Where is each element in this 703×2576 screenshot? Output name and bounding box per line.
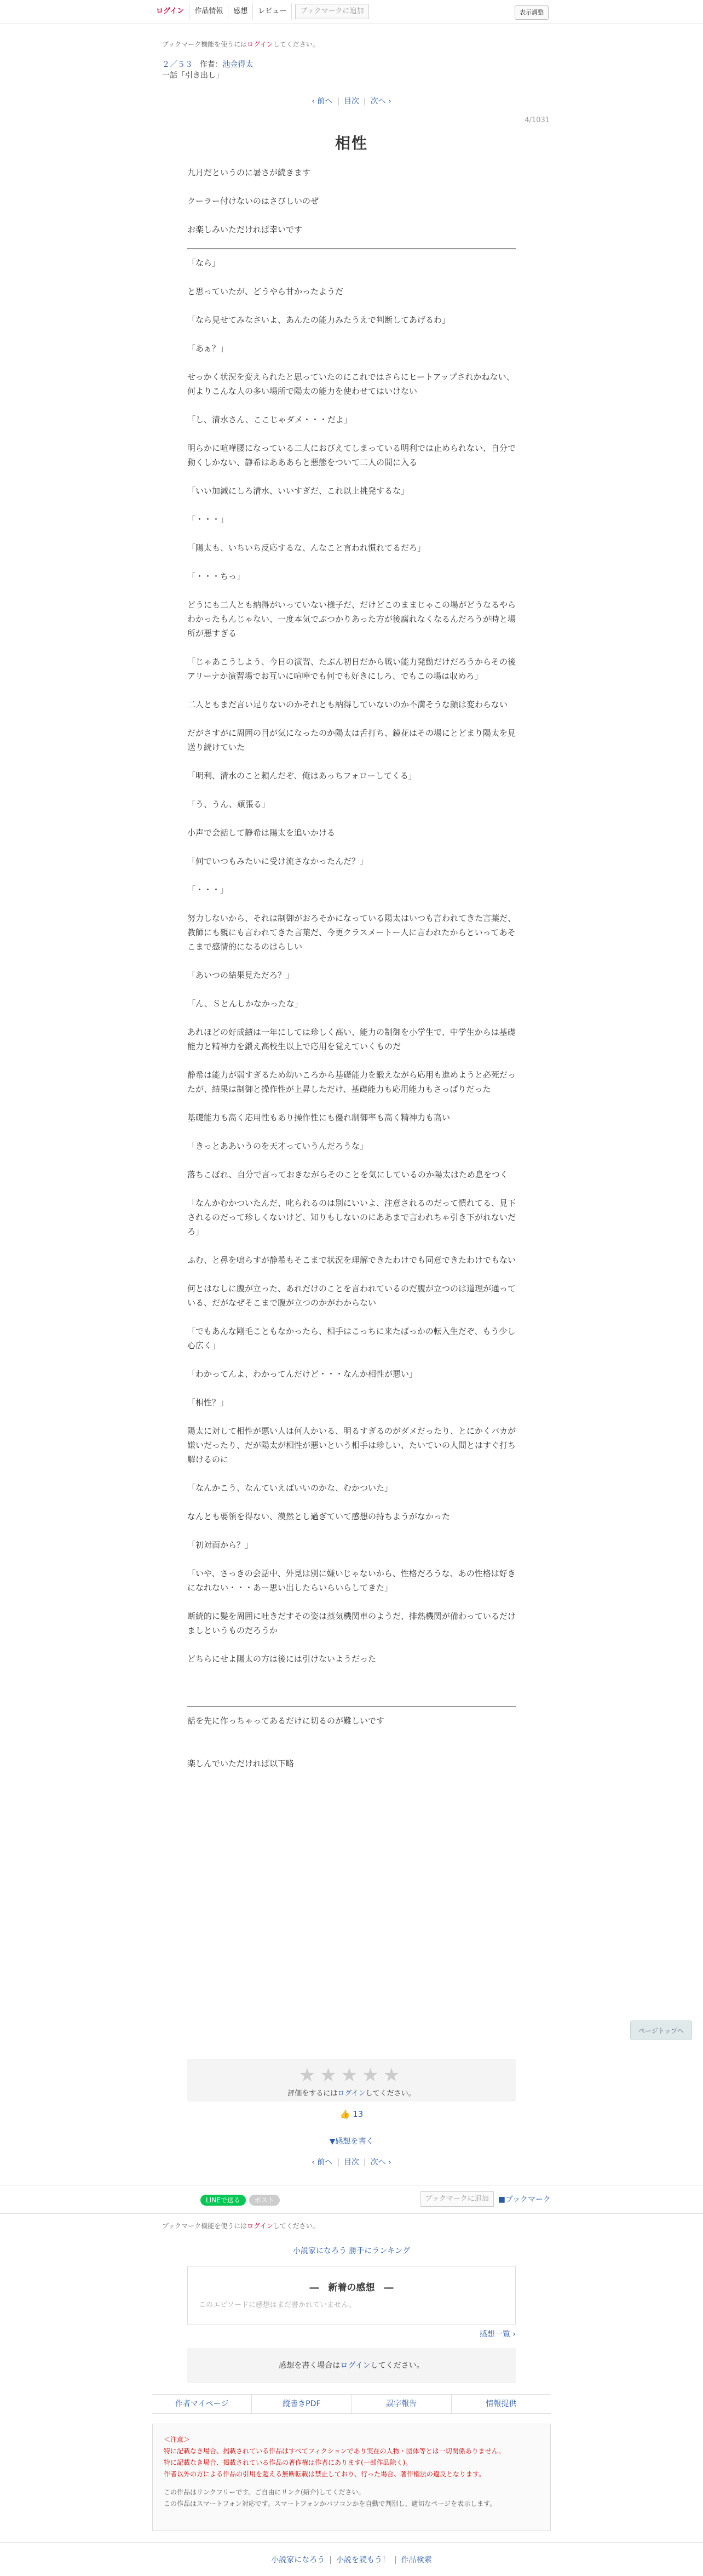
blank-line [187,868,516,883]
novel-paragraph: 「初対面から？」 [187,1540,253,1550]
blank-line [187,1054,516,1068]
line-share-button[interactable]: LINEで送る [200,2195,246,2206]
blank-line [187,270,516,284]
site-home-link[interactable]: 小説家になろう [271,2556,325,2564]
blank-line [187,954,516,968]
info-provide-link[interactable]: 情報提供 [486,2400,517,2408]
login-link[interactable]: ログイン [151,3,189,20]
bookmark-notice: ブックマーク機能を使うにはログインしてください。 [162,41,319,48]
blank-line [187,398,516,413]
blank-line [187,1680,516,1695]
caution-title: ＜注意＞ [164,2436,191,2443]
bookmark-notice-login-link-bottom[interactable]: ログイン [247,2222,273,2230]
footer-links [152,2394,551,2414]
typo-report-link[interactable]: 誤字報告 [352,2395,452,2413]
toc-link-bottom[interactable]: 目次 [344,2158,359,2167]
caution-line: この作品はリンクフリーです。ご自由にリンク(紹介)してください。 [164,2488,365,2496]
novel-paragraph: 「きっとああいうのを天才っていうんだろうな」 [187,1141,368,1151]
rating-login-link[interactable]: ログイン [337,2090,366,2098]
blank-line [187,811,516,826]
bookmark-row [420,2191,551,2207]
novel-paragraph: あれほどの好成績は一年にしては珍しく高い、能力の制御を小学生で、中学生からは基礎能力と精神力を鍛え高校生以上で応用を覚えていくものだ [187,1027,516,1051]
blank-line [187,1410,516,1424]
novel-paragraph: 基礎能力も高く応用性もあり操作性にも優れ制御率も高く精神力も高い [187,1113,451,1123]
blank-line [187,327,516,341]
novel-paragraph: だがさすがに周囲の目が気になったのか陽太は舌打ち、鏡花はその場にとどまり陽太を見送り続けていた [187,728,516,752]
blank-line [187,555,516,569]
blank-line [187,1096,516,1110]
blank-line [187,783,516,797]
episode-header [162,59,253,81]
rating-message: 評価をするにはログインしてください。 [287,2090,416,2098]
novel-paragraph: 「あぁ？」 [187,344,228,353]
novel-paragraph: せっかく状況を変えられたと思っていたのにこれではさらにヒートアップされかねない、何よりこんな人の多い場所で陽太の能力を使わせてはいけない [187,372,515,396]
good-button[interactable] [0,2109,703,2119]
blank-line [187,840,516,854]
new-impressions-box [187,2266,516,2325]
blank-line [187,1125,516,1139]
novel-paragraph: 「いや、さっきの会話中、外見は別に嫌いじゃないから、性格だろうな、あの性格は好きになれない・・・あー思い出したらいらいらしてきた」 [187,1569,516,1593]
blank-line [187,1182,516,1196]
next-link-bottom[interactable]: 次へ › [370,2158,391,2167]
page-top-button[interactable]: ページトップへ [630,2020,692,2040]
novel-paragraph: 小声で会話して静希は陽太を追いかける [187,828,336,838]
novel-paragraph: 明らかに喧嘩腰になっている二人におびえてしまっている明利では止められない、自分で動くしかない、静希はあああらと悪態をついて二人の間に入る [187,443,516,467]
novel-paragraph: 静希は能力が弱すぎるため幼いころから基礎能力を鍛えながら応用も進めようと必死だったが、結果は制御と操作性が上昇しただけ、基礎能力も応用能力もさっぱりだった [187,1070,516,1094]
novel-paragraph: お楽しみいただければ幸いです [187,225,303,234]
blank-line [187,754,516,769]
blank-line [187,1638,516,1652]
rating-box [187,2059,516,2102]
blank-line [187,498,516,512]
impression-login-link[interactable]: ログイン [340,2361,371,2370]
novel-paragraph: どちらにせよ陽太の方は後には引けないようだった [187,1654,377,1664]
blank-line [187,1239,516,1253]
episode-counter: 4/1031 [525,116,550,124]
novel-paragraph: 何とはなしに腹が立った、あれだけのことを言われているのだ腹が立つのは道理が通っている、だがなぜそこまで腹が立つのかがわからない [187,1284,516,1308]
blank-line [187,1524,516,1538]
blank-line [187,1666,516,1680]
write-impression-link[interactable]: ▼感想を書く [329,2137,374,2146]
divider [0,2542,703,2543]
star-rating[interactable]: ★★★★★ [298,2064,405,2086]
novel-paragraph: クーラー付けないのはさびしいのぜ [187,196,319,206]
add-bookmark-button-bottom[interactable]: ブックマークに追加 [420,2191,494,2207]
good-count: 13 [353,2109,364,2119]
novel-paragraph: 「ん、Ｓとんしかなかったな」 [187,999,303,1009]
work-info-link[interactable]: 作品情報 [189,3,228,20]
search-link[interactable]: 作品検索 [401,2556,432,2564]
blank-line [187,299,516,313]
blank-line [187,1742,516,1756]
blank-line [187,1353,516,1367]
novel-paragraph: 断続的に髪を周囲に吐きだすその姿は蒸気機関車のようだ、排熱機関が備わっているだけましというものだろうか [187,1611,516,1635]
novel-paragraph: 九月だというのに暑さが続きます [187,168,311,178]
novel-paragraph: 楽しんでいただければ以下略 [187,1759,295,1768]
blank-line [187,1728,516,1742]
novel-paragraph: 落ちこぼれ、自分で言っておきながらそのことを気にしているのか陽太はため息をつく [187,1170,508,1180]
blank-line [187,470,516,484]
blank-line [187,208,516,222]
blank-line [187,897,516,911]
novel-paragraph: ふむ、と鼻を鳴らすが静希もそこまで状況を理解できたわけでも同意できたわけでもない [187,1255,516,1265]
blank-line [187,982,516,997]
prev-link[interactable]: ‹ 前へ [312,97,333,106]
novel-paragraph: 「明利、清水のこと頼んだぞ、俺はあっちフォローしてくる」 [187,771,417,781]
caution-line: 作者以外の方による作品の引用を超える無断転載は禁止しており、行った場合、著作権法の違反となります。 [164,2470,486,2478]
blank-line [187,712,516,726]
novel-paragraph: 「なら」 [187,258,221,268]
blank-line [187,526,516,541]
blank-line [187,1310,516,1324]
novel-paragraph: 「し、清水さん、ここじゃダメ・・・だよ」 [187,415,352,425]
novel-paragraph: 「いい加減にしろ清水、いいすぎだ、これ以上挑発するな」 [187,486,410,496]
blank-line [187,1467,516,1481]
top-bar [0,0,703,24]
blank-line [187,180,516,194]
novel-paragraph: どうにも二人とも納得がいっていない様子だ、だけどこのままじゃこの場がどうなるやらわかったもんじゃない、一度本気でぶつかりあった方が後腐れなくなるんだろうが時と場所が悪すぎる [187,600,516,638]
yomou-link[interactable]: 小説を読もう！ [336,2556,390,2564]
new-impressions-empty: このエピソードに感想はまだ書かれていません。 [199,2301,356,2309]
blank-line [187,640,516,655]
novel-paragraph: 「相性？」 [187,1398,229,1407]
novel-paragraph: 「う、うん、頑張る」 [187,799,270,809]
blank-line [187,356,516,370]
prev-link-bottom[interactable]: ‹ 前へ [312,2158,333,2167]
novel-paragraph: 「なんかむかついたんだ、叱られるのは別にいいよ、注意されるのだって慣れてる、見下されるのだって珍しくないけど、知りもしないのにああまで言われちゃ引き下がれないだろ」 [187,1198,516,1237]
novel-paragraph: 努力しないから、それは制御がおろそかになっている陽太はいつも言われてきた言葉だ、教師にも親にも言われてきた言葉だ、今更クラスメートー人に言われたからといってあそこまで感情的になるのはらしい [187,913,516,952]
caution-box [152,2424,551,2531]
section-divider [187,1706,516,1707]
pager-bottom: ‹ 前へ | 目次 | 次へ › [312,2158,391,2167]
novel-paragraph: 「でもあんな剛毛こともなかったら、相手はこっちに来たばっかの転入生だぞ、もう少し心広く」 [187,1326,516,1350]
section-divider [187,248,516,249]
pager-top: ‹ 前へ | 目次 | 次へ › [312,97,391,106]
blank-line [187,1267,516,1281]
next-link[interactable]: 次へ › [370,97,391,106]
chapter-subtitle: 一話「引き出し」 [162,71,223,80]
novel-paragraph: 「なら見せてみなさいよ、あんたの能力みたうえで判断してあげるわ」 [187,315,451,325]
blank-line [187,1595,516,1609]
author-link[interactable]: 池金得太 [222,60,253,69]
x-post-button[interactable]: ポスト [249,2195,280,2206]
novel-paragraph: 「なんかこう、なんていえばいいのかな、むかついた」 [187,1483,393,1493]
blank-line [187,1011,516,1025]
novel-paragraph: 「・・・」 [187,885,229,895]
new-impressions-title: ― 新着の感想 ― [309,2282,394,2293]
novel-paragraph: 二人ともまだ言い足りないのかそれとも納得していないのか不満そうな顔は変わらない [187,700,508,709]
novel-paragraph: 「あいつの結果見ただろ？」 [187,970,295,980]
blank-line [187,1552,516,1566]
blank-line [187,683,516,697]
review-link[interactable]: レビュー [253,3,292,20]
bottom-nav: 小説家になろう | 小説を読もう！ | 作品検索 [271,2556,432,2564]
display-settings-button[interactable]: 表示調整 [515,5,549,20]
thumbs-up-icon: 👍 [339,2109,350,2119]
write-impression-box: 感想を書く場合はログインしてください。 [187,2348,516,2383]
novel-paragraph: と思っていたが、どうやら甘かったようだ [187,287,344,296]
blank-line [187,427,516,441]
divider [0,2213,703,2214]
blank-line [187,1381,516,1395]
ranking-link[interactable]: 小説家になろう 勝手にランキング [292,2247,411,2256]
novel-paragraph: 「陽太も、いちいち反応するな、んなこと言われ慣れてるだろ」 [187,543,426,553]
caution-line: この作品はスマートフォン対応です。スマートフォンかパソコンかを自動で判別し、適切なページを表示します。 [164,2500,497,2508]
bookmark-notice-bottom: ブックマーク機能を使うにはログインしてください。 [162,2222,319,2230]
blank-line [187,583,516,598]
episode-title: 相性 [335,134,368,152]
caution-line: 特に記載なき場合、掲載されている作品の著作権は作者にあります(一部作品除く)。 [164,2459,412,2466]
impressions-link[interactable]: 感想 [228,3,253,20]
novel-paragraph: 「何でいつもみたいに受け流さなかったんだ？」 [187,856,368,866]
vertical-pdf-link[interactable]: 縦書きPDF [252,2395,352,2413]
author-mypage-link[interactable]: 作者マイページ [152,2395,252,2413]
novel-paragraph: なんとも要領を得ない、漠然とし過ぎていて感想の持ちようがなかった [187,1512,451,1521]
novel-paragraph: 「・・・ちっ」 [187,571,245,581]
share-buttons [200,2195,280,2206]
novel-body [187,165,516,1771]
page-number: ２／５３ [162,60,193,69]
impression-list-link[interactable]: 感想一覧 › [479,2330,516,2339]
novel-paragraph: 「わかってんよ、わかってんだけど・・・なんか相性が悪い」 [187,1369,418,1379]
caution-line: 特に記載なき場合、掲載されている作品はすべてフィクションであり実在の人物・団体等とは一切関係ありません。 [164,2447,505,2455]
bookmark-link[interactable]: ■ブックマーク [498,2195,551,2204]
add-bookmark-button[interactable]: ブックマークに追加 [295,4,368,19]
novel-paragraph: 話を先に作っちゃってあるだけに切るのが難しいです [187,1716,385,1726]
bookmark-notice-login-link[interactable]: ログイン [247,41,273,48]
author-label: 作者： [199,60,223,69]
novel-paragraph: 「じゃあこうしよう、今日の演習、たぶん初日だから戦い能力発動だけだろうからその後アリーナか演習場でお互いに喧嘩でも何でも好きにしろ、でもこの場は収めろ」 [187,657,516,681]
novel-paragraph: 「・・・」 [187,514,229,524]
blank-line [187,1495,516,1509]
blank-line [187,1153,516,1167]
toc-link[interactable]: 目次 [344,97,359,106]
novel-paragraph: 陽太に対して相性が悪い人は何人かいる、明るすぎるのがダメだったり、とにかくバカが嫌いだったり、だが陽太が相性が悪いという相手は珍しい、たいていの人間とはすぐ打ち解けるのに [187,1426,516,1464]
